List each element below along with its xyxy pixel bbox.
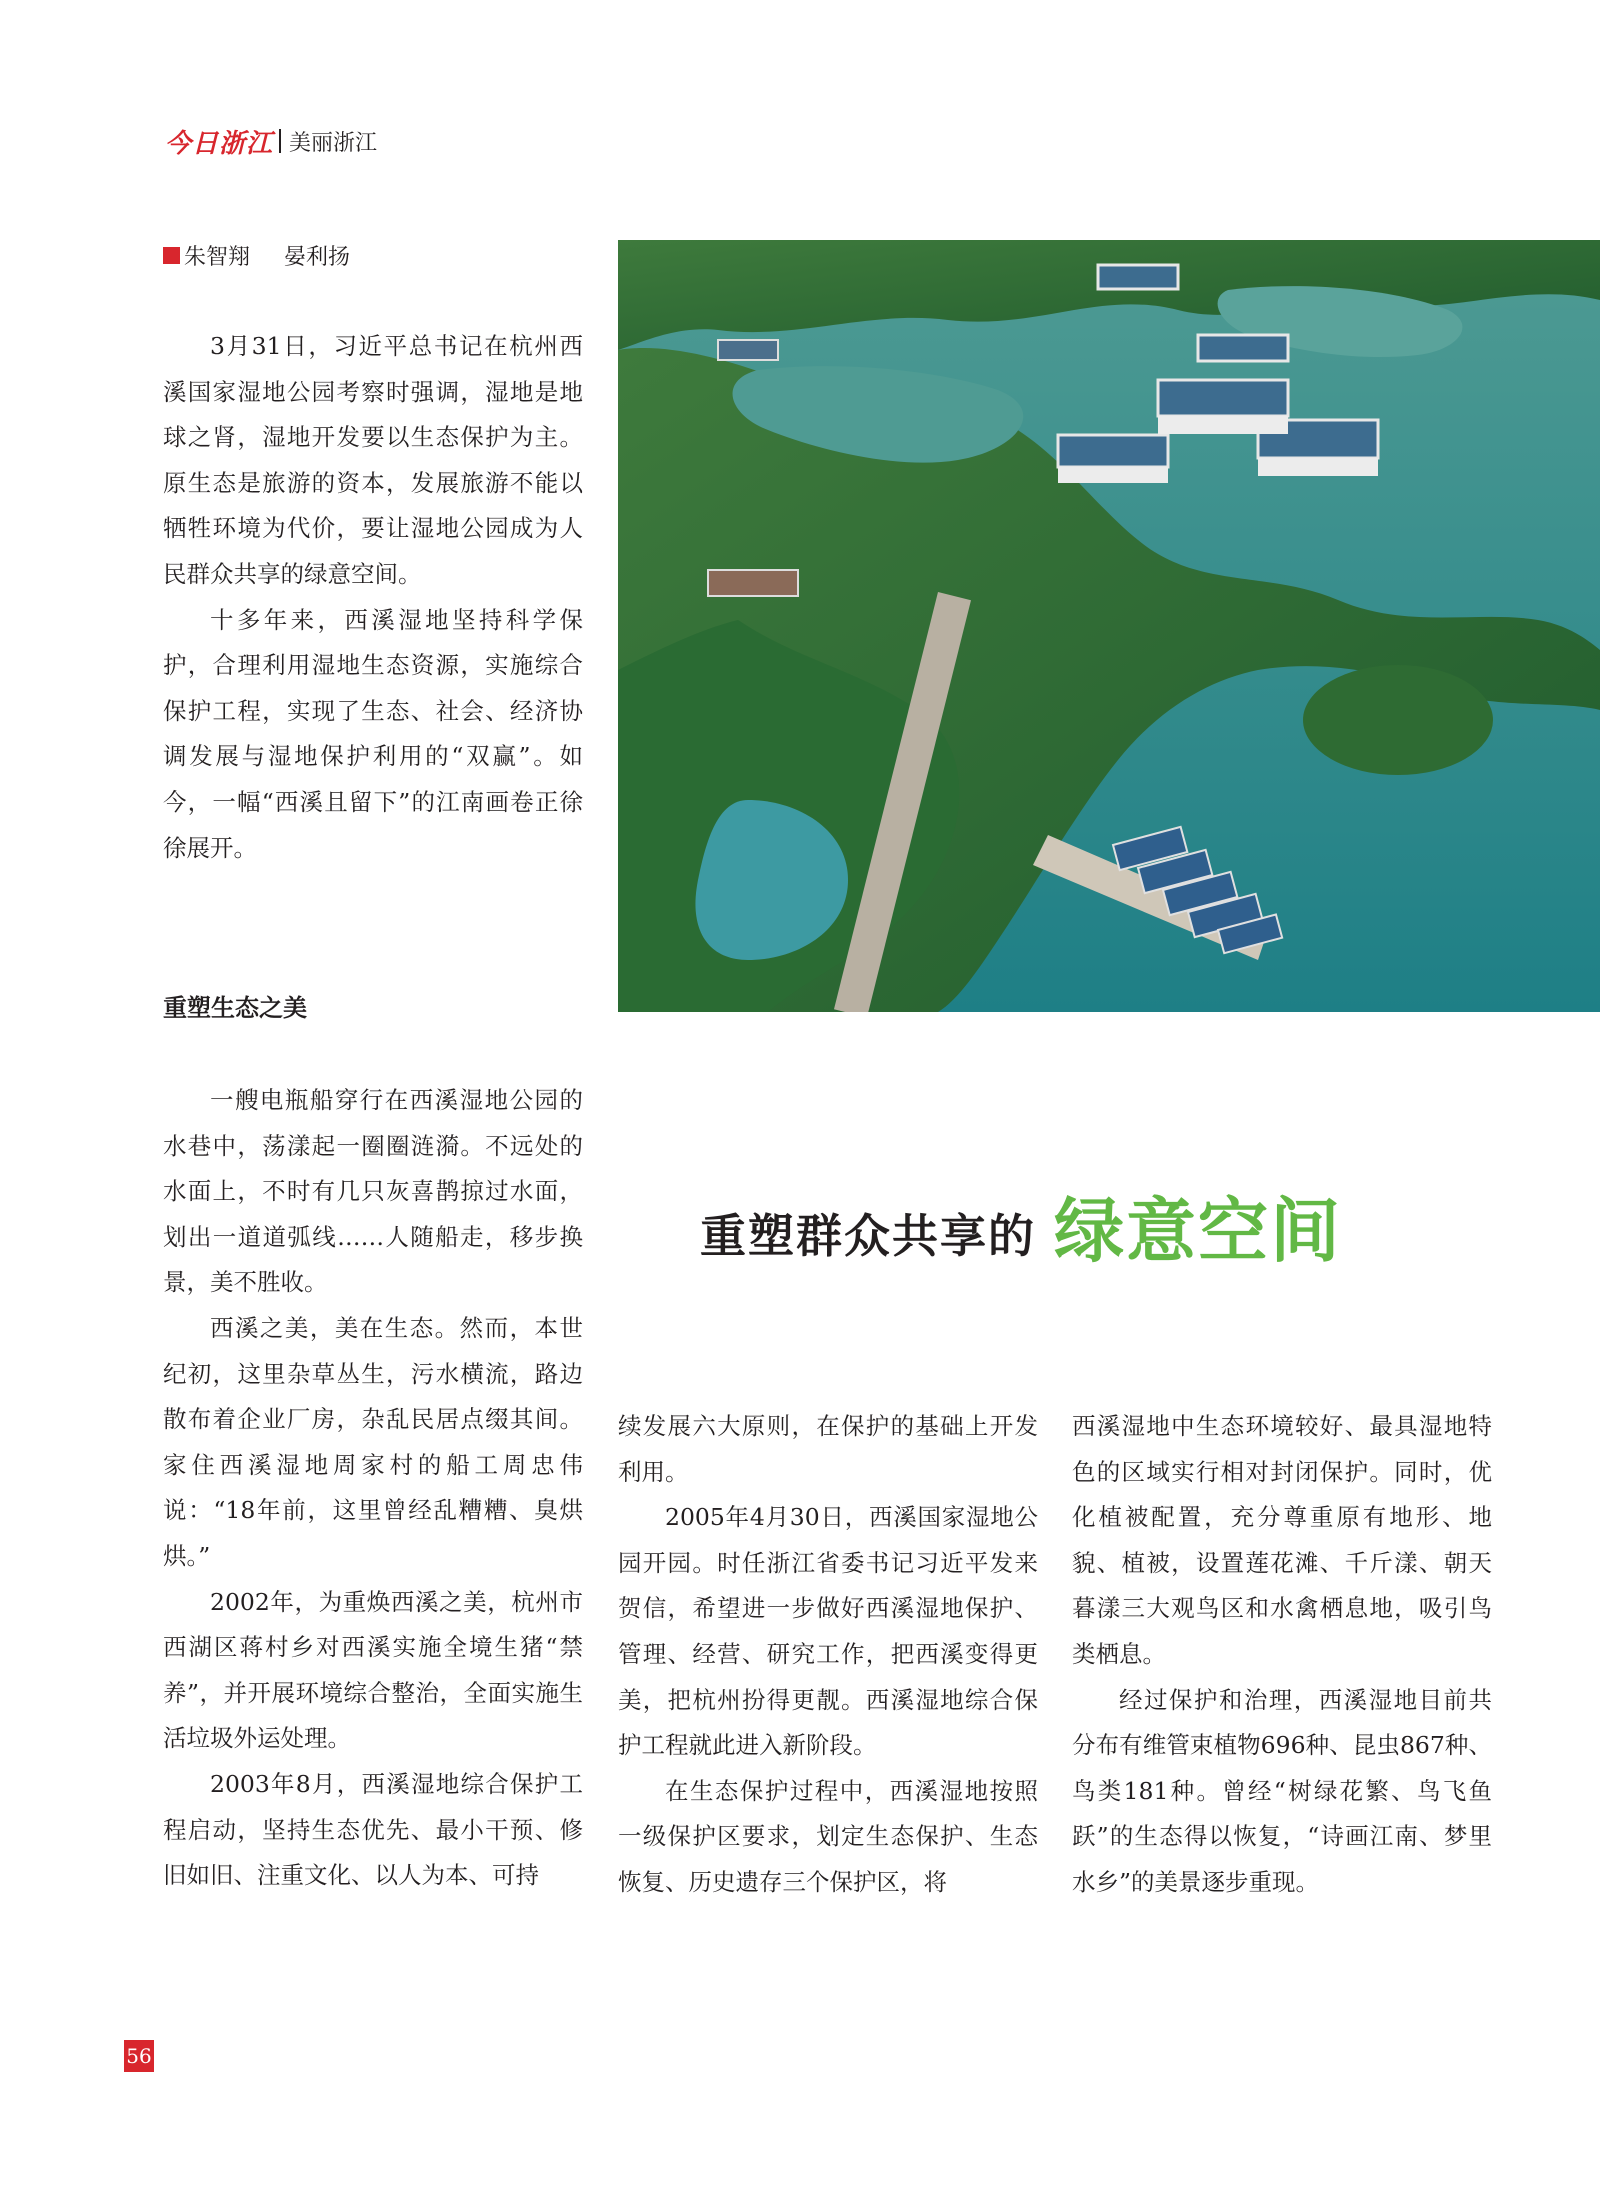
author-name: 朱智翔 xyxy=(184,245,251,270)
paragraph-continued: 西溪湿地中生态环境较好、最具湿地特色的区域实行相对封闭保护。同时，优化植被配置，充分尊重原有地形、地貌、植被，设置莲花滩、千斤漾、朝天暮漾三大观鸟区和水禽栖息地，吸引鸟类栖息。 xyxy=(1072,1412,1492,1668)
title-part-green: 绿意空间 xyxy=(1054,1190,1342,1272)
paragraph: 2002年，为重焕西溪之美，杭州市西湖区蒋村乡对西溪实施全境生猪“禁养”，并开展环境综合整治，全面实施生活垃圾外运处理。 xyxy=(163,1587,583,1753)
red-square-icon xyxy=(163,247,180,264)
paragraph: 经过保护和治理，西溪湿地目前共分布有维管束植物696种、昆虫867种、鸟类181种。曾经“树绿花繁、鸟飞鱼跃”的生态得以恢复，“诗画江南、梦里水乡”的美景逐步重现。 xyxy=(1072,1685,1492,1896)
paragraph-continued: 续发展六大原则，在保护的基础上开发利用。 xyxy=(618,1412,1038,1486)
article-title xyxy=(700,1175,1342,1276)
magazine-logo: 今日浙江 xyxy=(165,128,274,159)
article-column-2 xyxy=(618,1404,1038,1906)
header-divider xyxy=(279,129,281,153)
photo-illustration xyxy=(618,240,1600,1012)
byline xyxy=(163,240,350,271)
article-column-1-bottom xyxy=(163,1078,583,1899)
title-part-black: 重塑群众共享的 xyxy=(700,1209,1036,1263)
page-number: 56 xyxy=(124,2040,154,2072)
section-subheading: 重塑生态之美 xyxy=(163,994,307,1022)
paragraph: 在生态保护过程中，西溪湿地按照一级保护区要求，划定生态保护、生态恢复、历史遗存三个保护区，将 xyxy=(618,1776,1038,1896)
paragraph: 3月31日，习近平总书记在杭州西溪国家湿地公园考察时强调，湿地是地球之肾，湿地开发要以生态保护为主。原生态是旅游的资本，发展旅游不能以牺牲环境为代价，要让湿地公园成为人民群众共享的绿意空间。 xyxy=(163,332,583,588)
paragraph: 西溪之美，美在生态。然而，本世纪初，这里杂草丛生，污水横流，路边散布着企业厂房，杂乱民居点缀其间。家住西溪湿地周家村的船工周忠伟说：“18年前，这里曾经乱糟糟、臭烘烘。” xyxy=(163,1313,583,1570)
paragraph: 2005年4月30日，西溪国家湿地公园开园。时任浙江省委书记习近平发来贺信，希望进一步做好西溪湿地保护、管理、经营、研究工作，把西溪变得更美，把杭州扮得更靓。西溪湿地综合保护工程就此进入新阶段。 xyxy=(618,1503,1038,1760)
author-name: 晏利扬 xyxy=(284,245,351,270)
paragraph: 十多年来，西溪湿地坚持科学保护，合理利用湿地生态资源，实施综合保护工程，实现了生态、社会、经济协调发展与湿地保护利用的“双赢”。如今，一幅“西溪且留下”的江南画卷正徐徐展开。 xyxy=(163,605,583,862)
article-column-1-top xyxy=(163,324,583,871)
wetland-aerial-photo xyxy=(618,240,1600,1012)
page-header xyxy=(165,124,377,158)
paragraph: 2003年8月，西溪湿地综合保护工程启动，坚持生态优先、最小干预、修旧如旧、注重文化、以人为本、可持 xyxy=(163,1769,583,1890)
paragraph: 一艘电瓶船穿行在西溪湿地公园的水巷中，荡漾起一圈圈涟漪。不远处的水面上，不时有几只灰喜鹊掠过水面，划出一道道弧线……人随船走，移步换景，美不胜收。 xyxy=(163,1086,583,1297)
section-name: 美丽浙江 xyxy=(289,130,378,156)
article-column-3 xyxy=(1072,1404,1492,1906)
